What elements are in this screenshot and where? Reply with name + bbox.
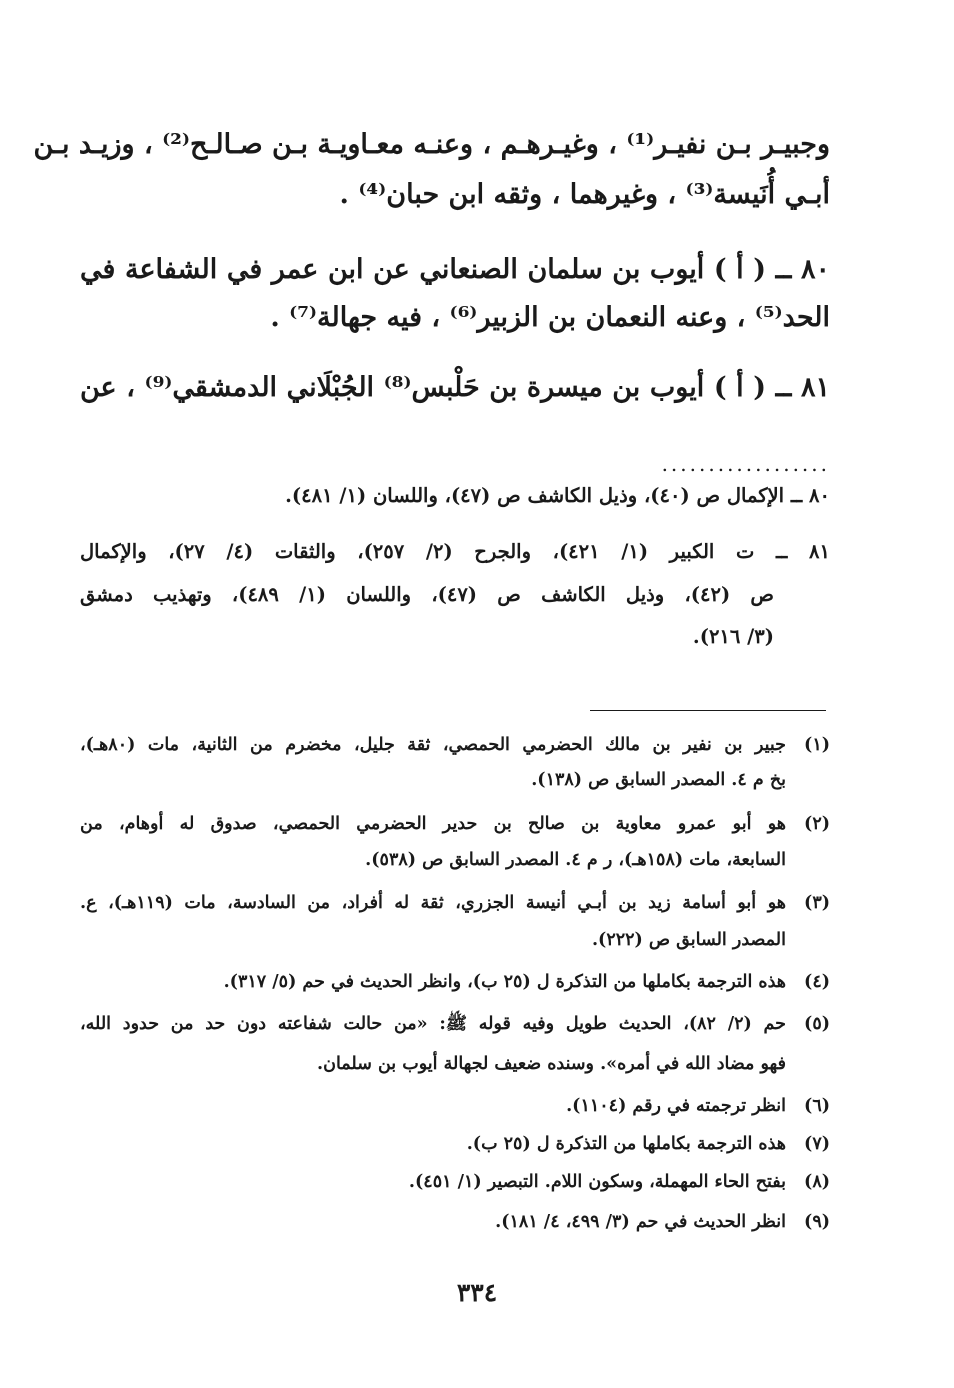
footnote-3-number: (٣) (804, 893, 830, 913)
footnote-4-number: (٤) (804, 972, 830, 992)
footnote-9-line-1: انظر الحديث في حم (٣/ ٤٩٩، ٤/ ١٨١). (495, 1212, 786, 1232)
sources-line-3: ص (٤٢)، وذيل الكاشف ص (٤٧)، واللسان (١/ ٤٨٩)، وتهذيب دمشق (80, 583, 774, 606)
sources-line-1: ٨٠ ــ الإكمال ص (٤٠)، وذيل الكاشف ص (٤٧)، واللسان (١/ ٤٨١). (285, 484, 830, 507)
footnote-6-line-1: انظر ترجمته في رقم (١١٠٤). (566, 1096, 786, 1116)
page-number: ٣٣٤ (456, 1278, 498, 1307)
footnote-5-number: (٥) (804, 1014, 830, 1034)
footnote-5-line-2: فهو مضاد الله في أمره». وسنده ضعيف لجهالة أيوب بن سلمان. (317, 1054, 786, 1074)
footnote-7-number: (٧) (804, 1134, 830, 1154)
footnote-8-number: (٨) (804, 1172, 830, 1192)
footnote-8-line-1: بفتح الحاء المهملة، وسكون اللام. التبصير (١/ ٤٥١). (408, 1172, 786, 1192)
footnote-3-line-2: المصدر السابق ص (٢٢٢). (591, 930, 786, 950)
footnote-1-line-1: جبير بن نفير بن مالك الحضرمي الحمصي، ثقة جليل، مخضرم من الثانية، مات (٨٠هـ)، (80, 735, 786, 755)
footnote-9-number: (٩) (804, 1212, 830, 1232)
entry-81-line-1: ٨١ ــ ( أ ) أيوب بن ميسرة بن حَلْبس⁽⁸⁾ الجُبْلَاني الدمشقي⁽⁹⁾ ، عن (80, 372, 830, 403)
sources-line-2: ٨١ ــ ت الكبير (١/ ٤٢١)، والجرح (٢/ ٢٥٧)، والثقات (٤/ ٢٧)، والإكمال (80, 540, 830, 563)
footnote-2-number: (٢) (804, 814, 830, 834)
entry-80-line-1: ٨٠ ــ ( أ ) أيوب بن سلمان الصنعاني عن ابن عمر في الشفاعة في (80, 254, 830, 285)
footnote-divider (590, 710, 826, 711)
footnote-5-line-1: حم (٢/ ٨٢)، الحديث طويل وفيه قوله ﷺ: «من حالت شفاعته دون حد من حدود الله، (80, 1014, 787, 1034)
footnote-4-line-1: هذه الترجمة بكاملها من التذكرة ل (٢٥ ب)، وانظر الحديث في حم (٥/ ٣١٧). (223, 972, 786, 992)
main-text-line-1: وجبيـر بـن نفيـر⁽¹⁾ ، وغيـرهـم ، وعنـه معـاويـة بـن صـالـح⁽²⁾ ، وزيـد بـن (33, 129, 830, 160)
footnote-6-number: (٦) (804, 1096, 830, 1116)
footnote-7-line-1: هذه الترجمة بكاملها من التذكرة ل (٢٥ ب). (466, 1134, 786, 1154)
main-text-line-2: أبـي أُنَيسة⁽³⁾ ، وغيرهما ، وثقه ابن حبان⁽⁴⁾ . (339, 179, 830, 210)
entry-80-line-2: الحد⁽⁵⁾ ، وعنه النعمان بن الزبير⁽⁶⁾ ، فيه جهالة⁽⁷⁾ . (270, 302, 830, 333)
footnote-2-line-1: هو أبو عمرو معاوية بن صالح بن حدير الحضرمي الحمصي، صدوق له أوهام، من (80, 814, 786, 834)
separator-dots: .................. (661, 452, 830, 476)
footnote-1-line-2: بخ م ٤. المصدر السابق ص (١٣٨). (531, 770, 786, 790)
footnote-3-line-1: هو أبو أسامة زيد بن أبـي أنيسة الجزري، ثقة له أفراد، من السادسة، مات (١١٩هـ)، ع. (80, 893, 786, 913)
footnote-2-line-2: السابعة، مات (١٥٨هـ)، ر م ٤. المصدر السابق ص (٥٣٨). (365, 850, 786, 870)
footnote-1-number: (١) (804, 735, 830, 755)
sources-line-4: (٣/ ٢١٦). (692, 625, 774, 648)
